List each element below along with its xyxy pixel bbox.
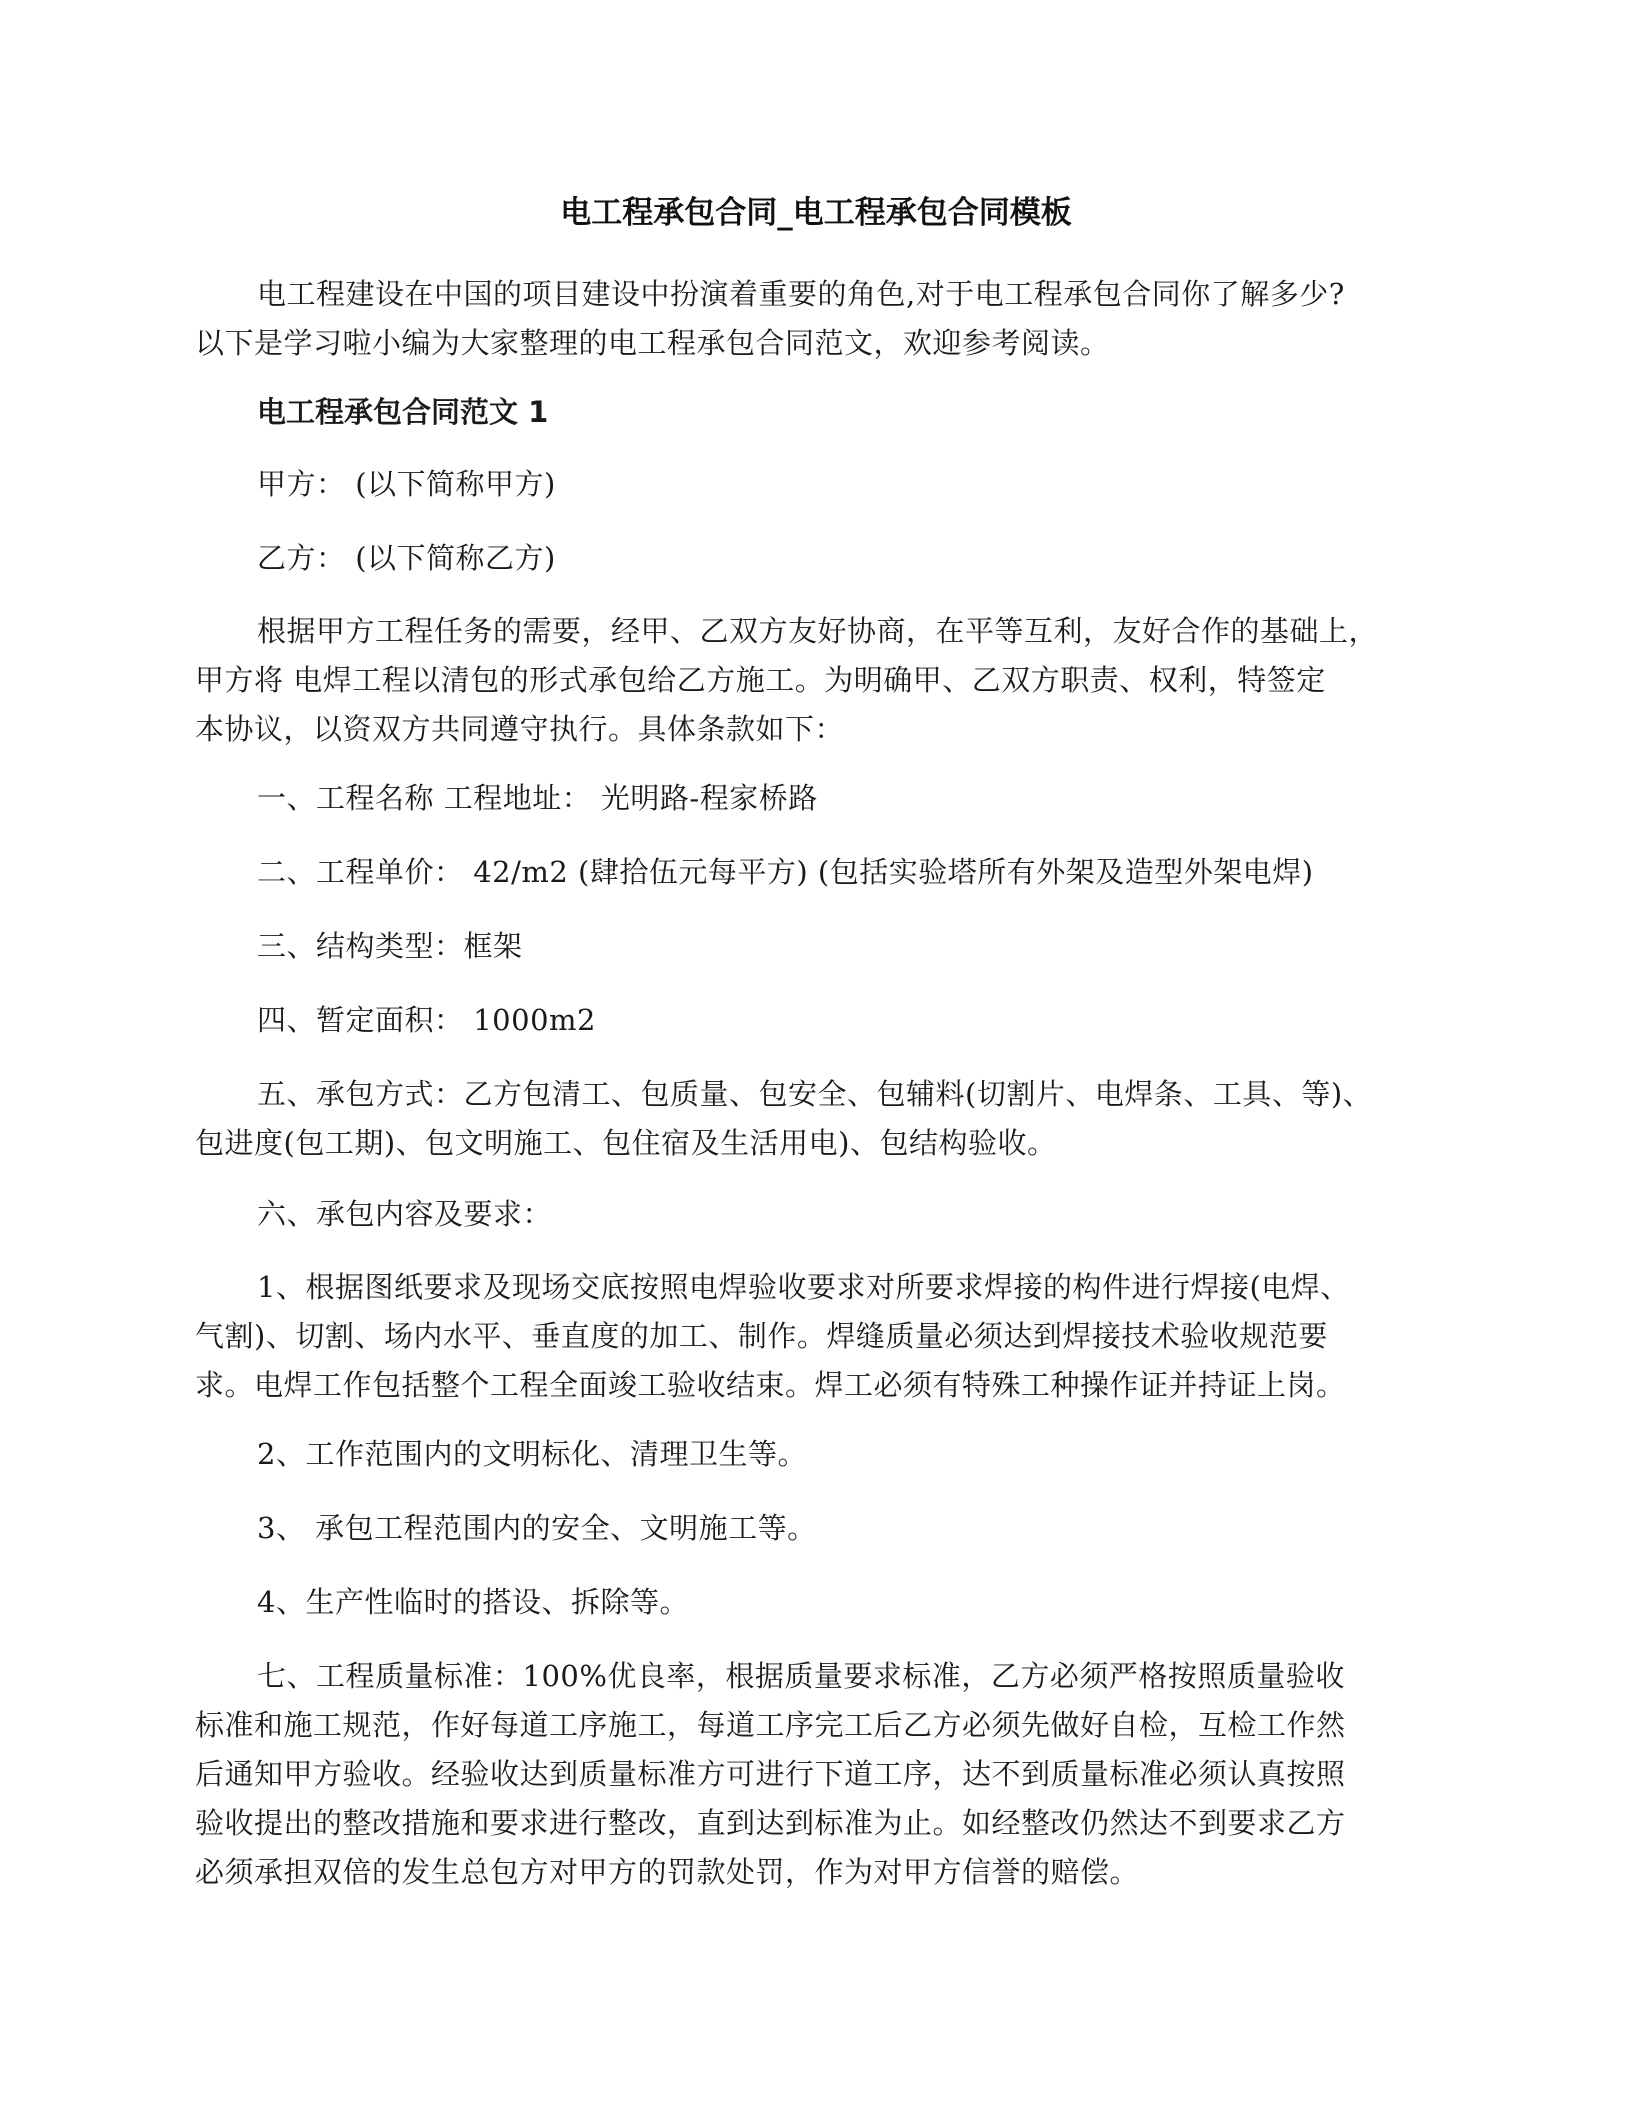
clause-7-line-1: 七、工程质量标准：100%优良率，根据质量要求标准，乙方必须严格按照质量验收 [257, 1659, 1345, 1693]
preamble-line-2: 甲方将 电焊工程以清包的形式承包给乙方施工。为明确甲、乙双方职责、权利，特签定 [195, 663, 1326, 697]
item-2 [195, 1430, 1445, 1479]
item-4-text: 4、生产性临时的搭设、拆除等。 [257, 1585, 689, 1619]
clause-7-line-2: 标准和施工规范，作好每道工序施工，每道工序完工后乙方必须先做好自检，互检工作然 [195, 1708, 1346, 1742]
intro-line-2: 以下是学习啦小编为大家整理的电工程承包合同范文，欢迎参考阅读。 [195, 326, 1110, 360]
document-title: 电工程承包合同_电工程承包合同模板 [560, 195, 1072, 231]
preamble-line-3: 本协议，以资双方共同遵守执行。具体条款如下： [195, 712, 845, 746]
clause-2 [195, 848, 1445, 897]
preamble-line-1: 根据甲方工程任务的需要，经甲、乙双方友好协商，在平等互利，友好合作的基础上， [257, 614, 1379, 648]
party-b-text: 乙方： (以下简称乙方) [257, 541, 556, 575]
clause-3 [195, 922, 1445, 971]
item-2-text: 2、工作范围内的文明标化、清理卫生等。 [257, 1437, 807, 1471]
clause-7-line-5: 必须承担双倍的发生总包方对甲方的罚款处罚，作为对甲方信誉的赔偿。 [195, 1855, 1140, 1889]
clause-4 [195, 996, 1445, 1045]
party-b-line [195, 534, 1445, 583]
preamble-paragraph [195, 607, 1445, 754]
item-3-text: 3、 承包工程范围内的安全、文明施工等。 [257, 1511, 817, 1545]
item-1-line-1: 1、根据图纸要求及现场交底按照电焊验收要求对所要求焊接的构件进行焊接(电焊、 [257, 1270, 1350, 1304]
party-a-text: 甲方： (以下简称甲方) [257, 467, 556, 501]
clause-7-line-3: 后通知甲方验收。经验收达到质量标准方可进行下道工序，达不到质量标准必须认真按照 [195, 1757, 1346, 1791]
item-1 [195, 1263, 1445, 1410]
clause-2-text: 二、工程单价： 42/m2 (肆拾伍元每平方) (包括实验塔所有外架及造型外架电焊) [257, 855, 1314, 889]
clause-3-text: 三、结构类型：框架 [257, 929, 523, 963]
intro-line-1: 电工程建设在中国的项目建设中扮演着重要的角色,对于电工程承包合同你了解多少? [257, 277, 1345, 311]
clause-5-line-2: 包进度(包工期)、包文明施工、包住宿及生活用电)、包结构验收。 [195, 1126, 1057, 1160]
clause-4-text: 四、暂定面积： 1000m2 [257, 1003, 596, 1037]
party-a-line [195, 460, 1445, 509]
clause-6-text: 六、承包内容及要求： [257, 1197, 553, 1231]
clause-5-line-1: 五、承包方式：乙方包清工、包质量、包安全、包辅料(切割片、电焊条、工具、等)、 [257, 1077, 1373, 1111]
item-4 [195, 1578, 1445, 1627]
intro-paragraph [195, 270, 1445, 368]
item-1-line-3: 求。电焊工作包括整个工程全面竣工验收结束。焊工必须有特殊工种操作证并持证上岗。 [195, 1368, 1346, 1402]
clause-7-line-4: 验收提出的整改措施和要求进行整改，直到达到标准为止。如经整改仍然达不到要求乙方 [195, 1806, 1346, 1840]
clause-1-text: 一、工程名称 工程地址： 光明路-程家桥路 [257, 781, 818, 815]
item-3 [195, 1504, 1445, 1553]
clause-5 [195, 1070, 1445, 1168]
section-heading: 电工程承包合同范文 1 [257, 395, 549, 429]
clause-7 [195, 1652, 1445, 1897]
clause-6 [195, 1190, 1445, 1239]
item-1-line-2: 气割)、切割、场内水平、垂直度的加工、制作。焊缝质量必须达到焊接技术验收规范要 [195, 1319, 1328, 1353]
clause-1 [195, 774, 1445, 823]
